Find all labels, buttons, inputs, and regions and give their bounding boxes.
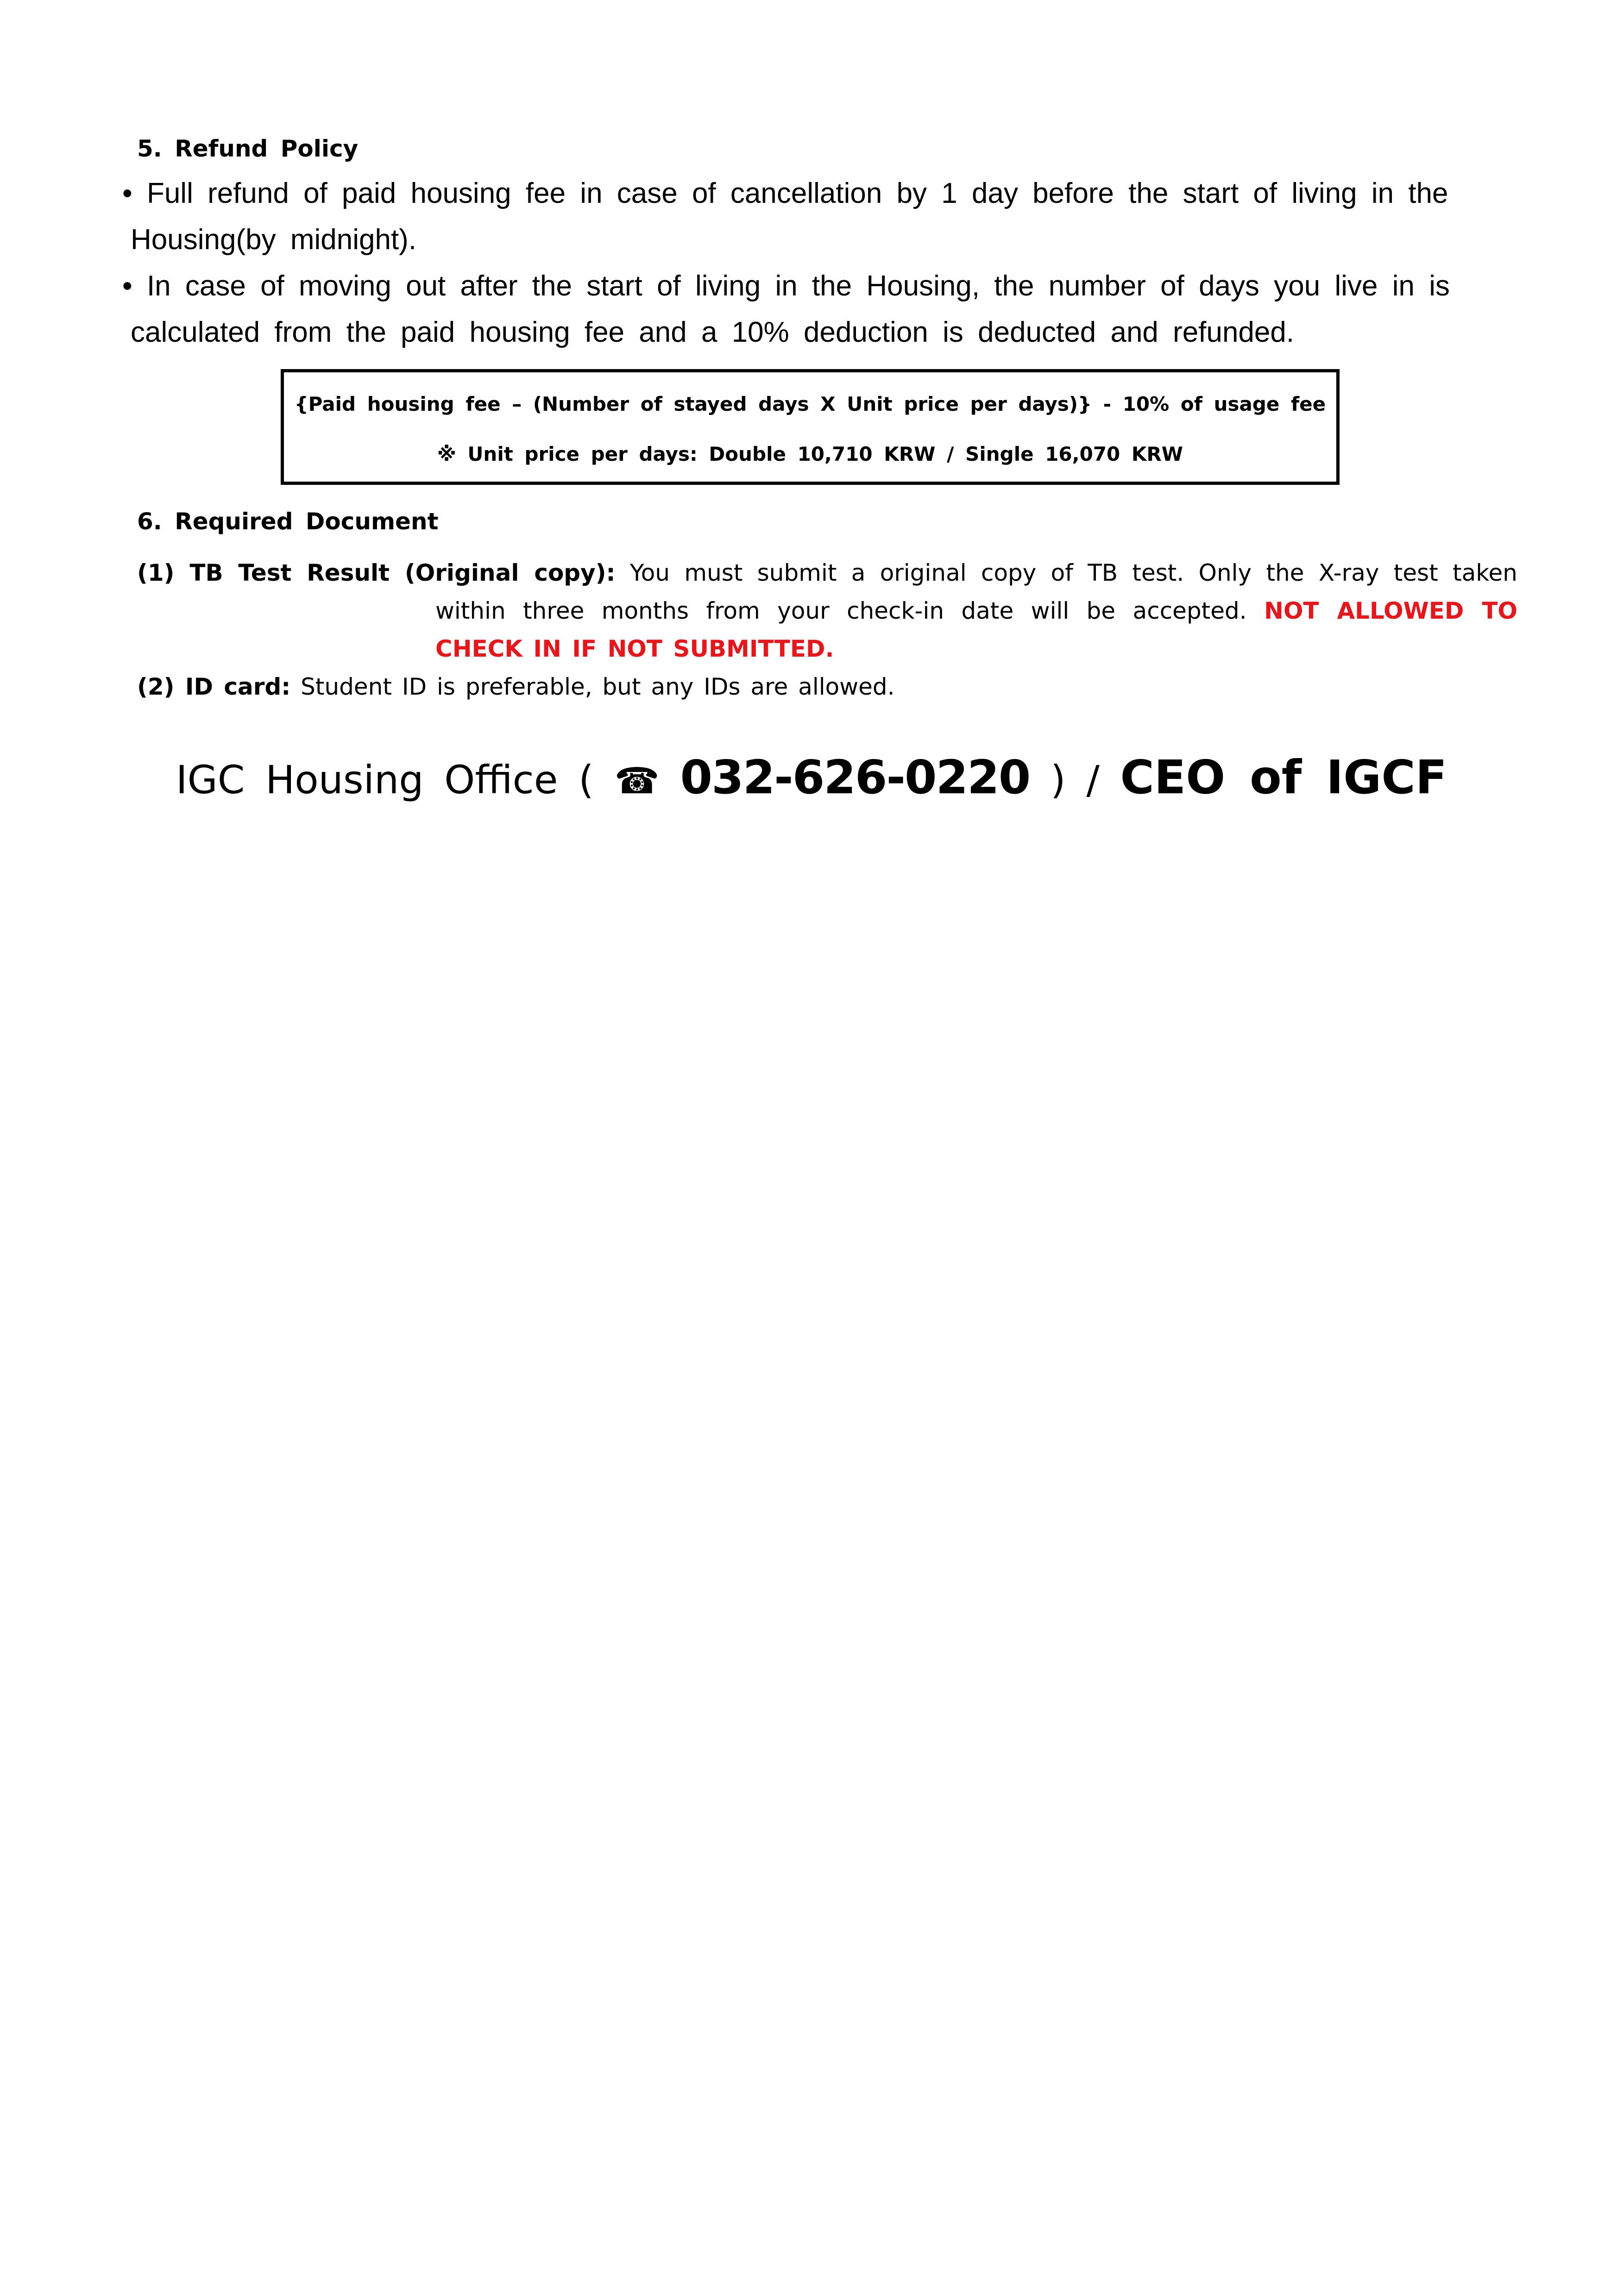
tb-test-label: (1) TB Test Result (Original copy): [137,559,616,586]
tb-test-text: You must submit a original copy of TB test. Only the X-ray test taken [629,559,1517,586]
housing-office-contact [0,750,1623,804]
section-5-heading: 5. Refund Policy [137,135,359,162]
bullet-text-continued: Housing(by midnight). [131,224,417,256]
id-card-requirement [137,668,895,706]
tb-test-text-continued: within three months from your check-in date will be accepted. [435,597,1247,624]
office-name: IGC Housing Office ( [176,757,594,803]
bullet-symbol: • [122,270,132,302]
bullet-symbol: • [122,177,132,209]
separator: / [1086,757,1100,803]
section-6-heading: 6. Required Document [137,508,439,535]
close-paren: ) [1051,757,1066,803]
tb-test-warning: NOT ALLOWED TO CHECK IN IF NOT SUBMITTED. [435,597,1517,662]
bullet-text-continued: calculated from the paid housing fee and a 10% deduction is deducted and refunded. [131,316,1295,348]
refund-formula: {Paid housing fee – (Number of stayed days X Unit price per days)} - 10% of usage fee [294,393,1326,415]
id-card-label: (2) ID card: [137,673,291,700]
ceo-title: CEO of IGCF [1120,750,1447,804]
unit-price-note: ※ Unit price per days: Double 10,710 KRW / Single 16,070 KRW [437,443,1183,465]
id-card-text: Student ID is preferable, but any IDs are allowed. [301,673,895,700]
refund-bullet-full-refund [122,170,1456,263]
bullet-text: In case of moving out after the start of living in the Housing, the number of days you live in is [146,270,1450,302]
phone-number: 032-626-0220 [680,750,1030,804]
refund-formula-box [281,369,1340,485]
phone-icon: ☎ [614,760,660,802]
tb-test-requirement [137,554,1517,668]
refund-bullet-moving-out [122,263,1456,356]
bullet-text: Full refund of paid housing fee in case of cancellation by 1 day before the start of living in the [146,177,1448,209]
